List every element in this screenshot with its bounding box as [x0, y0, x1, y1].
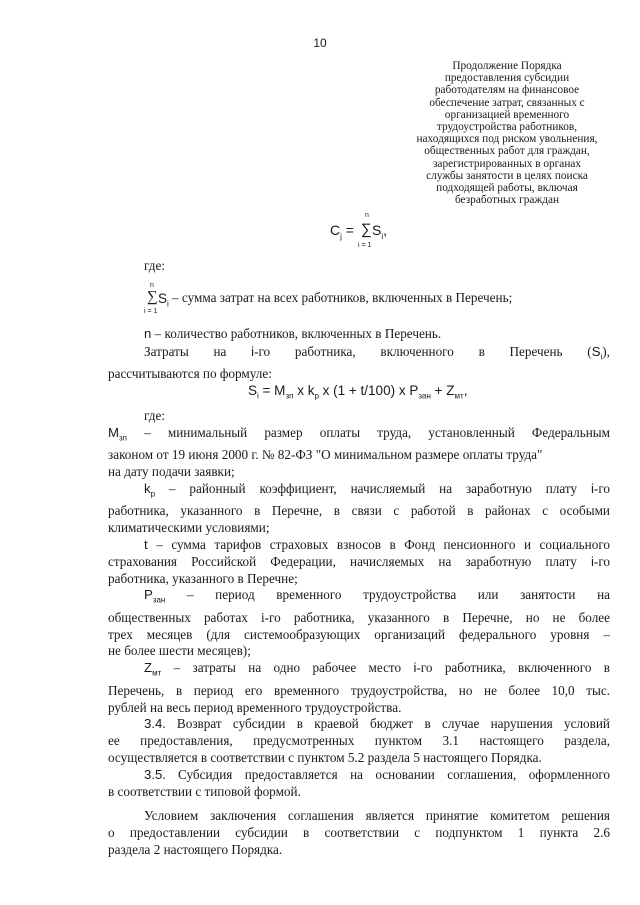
- header-line: Продолжение Порядка: [452, 60, 562, 72]
- header-line: предоставления субсидии: [444, 72, 570, 85]
- paragraph-3-5: 3.5. Субсидия предоставляется на основании соглашения, оформленного: [144, 766, 610, 782]
- header-line: подходящей работы, включая: [436, 182, 578, 195]
- definition-mzp-line: на дату подачи заявки;: [108, 464, 235, 480]
- definition-kp-line: климатическими условиями;: [108, 520, 270, 536]
- definition-mzp-line: законом от 19 июня 2000 г. № 82-ФЗ "О минимальном размере оплаты труда": [108, 447, 543, 463]
- paragraph-3-4-line: ее предоставления, предусмотренных пунктом 3.1 настоящего раздела,: [108, 733, 610, 749]
- definition-zmt-line: рублей на весь период временного трудоустройства.: [108, 699, 402, 715]
- definitions: [108, 425, 610, 859]
- formula-lhs: $C_j$ =: [330, 222, 354, 241]
- sum-symbol: ∑: [361, 221, 372, 238]
- header-line: службы занятости в целях поиска: [426, 169, 588, 182]
- formula-si: $S_i = M_{зп}$ х $k_р$ х (1 + t/100) х $P_{зан} + Z_{мт}$,: [248, 383, 468, 401]
- definition-kp: $k_р$ – районный коэффициент, начисляемый на заработную плату i-го: [144, 481, 610, 499]
- formula-lower-limit: i = 1: [358, 242, 372, 249]
- paragraph-3-4-line: осуществляется в соответствии с пунктом 5.2 раздела 5 настоящего Порядка.: [108, 749, 542, 765]
- sum-upper-limit: n: [150, 282, 154, 289]
- definition-kp-line: работника, указанного в Перечне, в связи с работой в районах с особыми: [108, 503, 610, 519]
- paragraph-condition-line: раздела 2 настоящего Порядка.: [108, 841, 283, 857]
- where-label-1: где:: [144, 258, 165, 273]
- definition-t-line: работника, указанного в Перечне;: [108, 570, 298, 586]
- header-line: организацией временного: [444, 108, 570, 121]
- definition-pzan-line: не более шести месяцев);: [108, 643, 251, 659]
- costs-paragraph: [108, 344, 610, 383]
- sum-definition: [144, 282, 614, 322]
- where-label-2: где:: [144, 408, 165, 423]
- paragraph-condition-line: о предоставлении субсидии в соответствии с подпунктом 1 пункта 2.6: [108, 825, 610, 841]
- definition-zmt-line: Перечень, в период его временного трудоустройства, но не более 10,0 тыс.: [108, 682, 610, 698]
- header-line: зарегистрированных в органах: [432, 157, 582, 170]
- sum-lower-limit: i = 1: [144, 308, 158, 315]
- header-line: находящихся под риском увольнения,: [416, 133, 598, 146]
- header-note: [394, 60, 620, 206]
- n-definition: n – количество работников, включенных в Перечень.: [144, 326, 442, 341]
- formula-term: $S_i$,: [372, 222, 388, 241]
- definition-t: t – сумма тарифов страховых взносов в Фонд пенсионного и социального: [144, 537, 610, 553]
- definition-mzp: $M_{зп}$ – минимальный размер оплаты труда, установленный Федеральным: [108, 425, 610, 443]
- costs-line-1: Затраты на i-го работника, включенного в Перечень $(S_i)$,: [144, 344, 610, 362]
- formula-upper-limit: n: [365, 212, 369, 219]
- sum-symbol: ∑: [147, 289, 158, 305]
- sum-term: $S_i$: [158, 291, 169, 309]
- formula-cj: [330, 210, 400, 254]
- definition-pzan: $P_{зан}$ – период временного трудоустройства или занятости на: [144, 587, 610, 606]
- paragraph-3-4: 3.4. Возврат субсидии в краевой бюджет в случае нарушения условий: [144, 716, 610, 732]
- header-line: работодателям на финансовое: [434, 84, 580, 97]
- definition-pzan-line: общественных работах i-го работника, указанного в Перечне, но не более: [108, 609, 610, 625]
- header-line: трудоустройства работников,: [436, 121, 578, 134]
- sum-definition-text: – сумма затрат на всех работников, включенных в Перечень;: [172, 290, 513, 305]
- definition-t-line: страхования Российской Федерации, начисляемых на заработную плату i-го: [108, 553, 610, 569]
- costs-line-2: рассчитываются по формуле:: [108, 366, 272, 382]
- header-line: общественных работ для граждан,: [424, 145, 590, 158]
- header-line: безработных граждан: [454, 194, 560, 207]
- paragraph-3-5-line: в соответствии с типовой формой.: [108, 783, 301, 799]
- definition-zmt: $Z_{мт}$ – затраты на одно рабочее место i-го работника, включенного в: [144, 660, 610, 678]
- header-line: обеспечение затрат, связанных с: [429, 96, 585, 109]
- definition-pzan-line: трех месяцев (для системообразующих организаций федерального уровня –: [108, 626, 610, 642]
- page-number: 10: [313, 36, 327, 50]
- paragraph-condition: Условием заключения соглашения является принятие комитетом решения: [144, 808, 610, 824]
